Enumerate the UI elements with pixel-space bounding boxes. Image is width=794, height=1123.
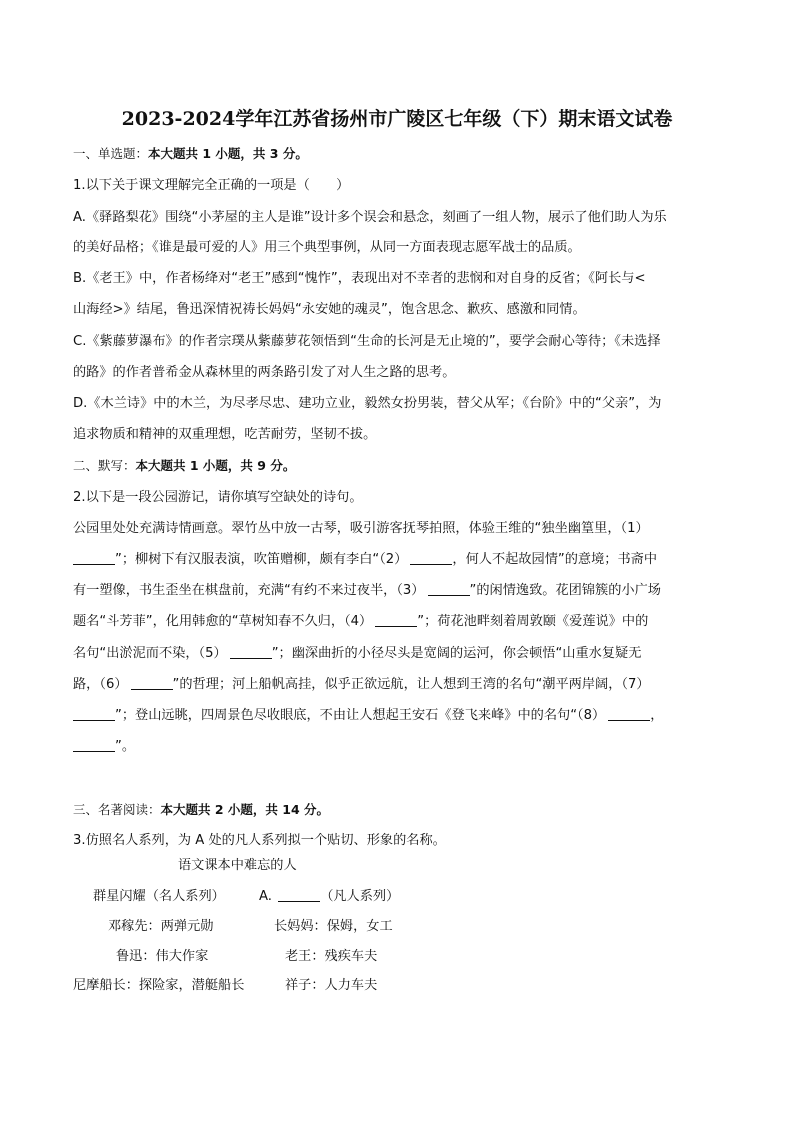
- right-column-header: A. （凡人系列）: [259, 889, 400, 904]
- section-prefix: 三、名著阅读：: [73, 802, 161, 817]
- passage-line-3: 有一塑像，书生歪坐在棋盘前，充满“有约不来过夜半，（3） ”的闲情逸致。花团锦簇的小广场: [73, 583, 661, 598]
- answer-blank-6[interactable]: [131, 676, 173, 690]
- right-item: 老王：残疾车夫: [285, 949, 378, 964]
- answer-blank-1[interactable]: [73, 551, 115, 565]
- section-info: 本大题共 2 小题，共 14 分。: [160, 802, 330, 817]
- answer-blank-2[interactable]: [410, 551, 452, 565]
- left-column-header: 群星闪耀（名人系列）: [93, 889, 225, 904]
- question-1-stem: 1.以下关于课文理解完全正确的一项是（ ）: [73, 178, 350, 193]
- passage-line-4: 题名“斗芳菲”，化用韩愈的“草树知春不久归，（4） ”；荷花池畔刻着周敦颐《爱莲说》中的: [73, 614, 649, 629]
- passage-line-7: ”；登山远眺，四周景色尽收眼底，不由让人想起王安石《登飞来峰》中的名句“（8） ，: [73, 707, 663, 725]
- option-d-line-1: D.《木兰诗》中的木兰，为尽孝尽忠、建功立业，毅然女扮男装，替父从军；《台阶》中的“父亲”，为: [73, 396, 662, 411]
- question-3-stem: 3.仿照名人系列，为 A 处的凡人系列拟一个贴切、形象的名称。: [73, 833, 446, 848]
- section-heading-1: [73, 145, 308, 163]
- answer-blank-a[interactable]: [278, 888, 320, 902]
- passage-line-1: 公园里处处充满诗情画意。翠竹丛中放一古琴，吸引游客抚琴拍照，体验王维的“独坐幽篁里，（1）: [73, 521, 649, 536]
- right-item: 祥子：人力车夫: [285, 978, 378, 993]
- option-b-line-2: 山海经>》结尾，鲁迅深情祝祷长妈妈“永安她的魂灵”，饱含思念、歉疚、感激和同情。: [73, 302, 586, 317]
- option-a-line-1: A.《驿路梨花》围绕“小茅屋的主人是谁”设计多个误会和悬念，刻画了一组人物，展示了他们助人为乐: [73, 210, 667, 225]
- answer-blank-8a[interactable]: [608, 707, 650, 721]
- section-info: 本大题共 1 小题，共 9 分。: [135, 458, 296, 473]
- answer-blank-3[interactable]: [428, 582, 470, 596]
- right-item: 长妈妈：保姆，女工: [274, 919, 393, 934]
- option-c-line-1: C.《紫藤萝瀑布》的作者宗璞从紫藤萝花领悟到“生命的长河是无止境的”，要学会耐心等待；《未选择: [73, 334, 661, 349]
- option-b-line-1: B.《老王》中，作者杨绛对“老王”感到“愧怍”，表现出对不幸者的悲悯和对自身的反省；《阿长与<: [73, 271, 646, 286]
- passage-line-5: 名句“出淤泥而不染，（5） ”；幽深曲折的小径尽头是宽阔的运河，你会顿悟“山重水复疑无: [73, 646, 642, 661]
- section-prefix: 二、默写：: [73, 458, 136, 473]
- option-a-line-2: 的美好品格；《谁是最可爱的人》用三个典型事例，从同一方面表现志愿军战士的品质。: [73, 240, 581, 255]
- answer-blank-5[interactable]: [230, 645, 272, 659]
- left-item: 鲁迅：伟大作家: [116, 949, 209, 964]
- passage-line-6: 路，（6） ”的哲理；河上船帆高挂，似乎正欲远航，让人想到王湾的名句“潮平两岸阔，（7）: [73, 677, 650, 692]
- section-prefix: 一、单选题：: [73, 146, 149, 161]
- answer-blank-7[interactable]: [73, 707, 115, 721]
- question-2-stem: 2.以下是一段公园游记，请你填写空缺处的诗句。: [73, 490, 363, 505]
- passage-line-2: ”；柳树下有汉服表演，吹笛赠柳，颇有李白“（2） ，何人不起故园情”的意境；书斋中: [73, 551, 657, 569]
- table-title: 语文课本中难忘的人: [178, 858, 297, 873]
- option-d-line-2: 追求物质和精神的双重理想，吃苦耐劳，坚韧不拔。: [73, 427, 377, 442]
- left-item: 邓稼先：两弹元勋: [108, 919, 214, 934]
- page-title: 2023-2024学年江苏省扬州市广陵区七年级（下）期末语文试卷: [121, 108, 673, 130]
- passage-line-8: ”。: [73, 738, 135, 756]
- section-info: 本大题共 1 小题，共 3 分。: [148, 146, 308, 161]
- left-item: 尼摩船长：探险家，潜艇船长: [73, 978, 245, 993]
- section-heading-3: [73, 801, 329, 819]
- option-c-line-2: 的路》的作者普希金从森林里的两条路引发了对人生之路的思考。: [73, 365, 456, 380]
- answer-blank-8b[interactable]: [73, 738, 115, 752]
- section-heading-2: [73, 457, 295, 475]
- answer-blank-4[interactable]: [375, 613, 417, 627]
